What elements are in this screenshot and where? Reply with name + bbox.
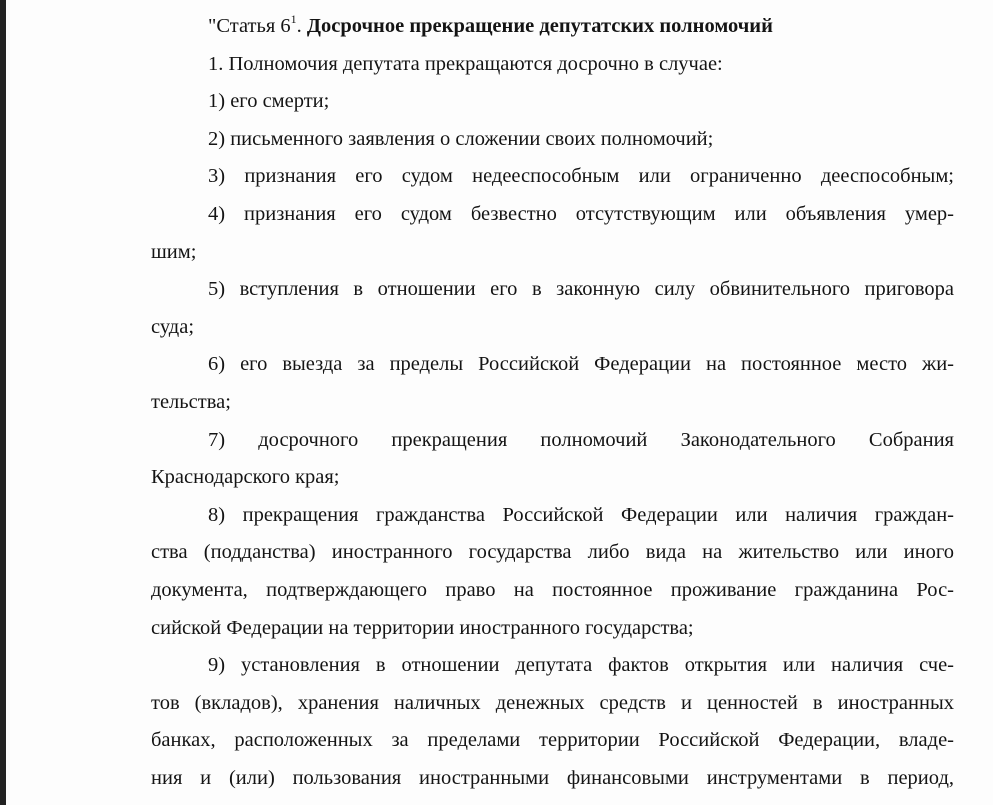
list-item-3: 3) признания его судом недееспособным или ограниченно дееспособным; [208,165,954,188]
list-item-9-line-3: банках, расположенных за пределами территории Российской Федерации, владе- [151,729,954,752]
list-item-5-line-2: суда; [151,315,195,338]
list-item-9-line-2: тов (вкладов), хранения наличных денежных средств и ценностей в иностранных [151,691,954,714]
list-item-6-line-2: тельства; [151,390,231,413]
list-item-6-line-1: 6) его выезда за пределы Российской Федерации на постоянное место жи- [208,353,954,376]
list-item-7-line-1: 7) досрочного прекращения полномочий Законодательного Собрания [208,428,954,451]
list-item-7-line-2: Краснодарского края; [151,466,340,489]
article-title: Досрочное прекращение депутатских полномочий [306,15,773,37]
list-item-2: 2) письменного заявления о сложении своих полномочий; [208,127,714,150]
list-item-4-line-1: 4) признания его судом безвестно отсутствующим или объявления умер- [208,202,954,225]
list-item-8-line-1: 8) прекращения гражданства Российской Федерации или наличия граждан- [208,503,954,526]
article-dot: . [296,15,307,37]
list-item-8-line-3: документа, подтверждающего право на постоянное проживание гражданина Рос- [151,578,954,601]
list-item-5-line-1: 5) вступления в отношении его в законную силу обвинительного приговора [208,278,954,301]
list-item-4-line-2: шим; [151,240,197,263]
document-page [6,0,993,805]
document-text [151,8,954,797]
article-prefix: "Статья 6 [208,15,291,37]
clause-intro: 1. Полномочия депутата прекращаются досрочно в случае: [208,52,723,75]
list-item-9-line-4: ния и (или) пользования иностранными финансовыми инструментами в период, [151,766,954,789]
list-item-8-line-4: сийской Федерации на территории иностранного государства; [151,616,694,639]
article-heading [151,8,954,46]
list-item-9-line-1: 9) установления в отношении депутата фактов открытия или наличия сче- [208,654,954,677]
list-item-1: 1) его смерти; [208,90,330,113]
article-superscript: 1 [290,12,297,26]
list-item-8-line-2: ства (подданства) иностранного государства либо вида на жительство или иного [151,541,954,564]
